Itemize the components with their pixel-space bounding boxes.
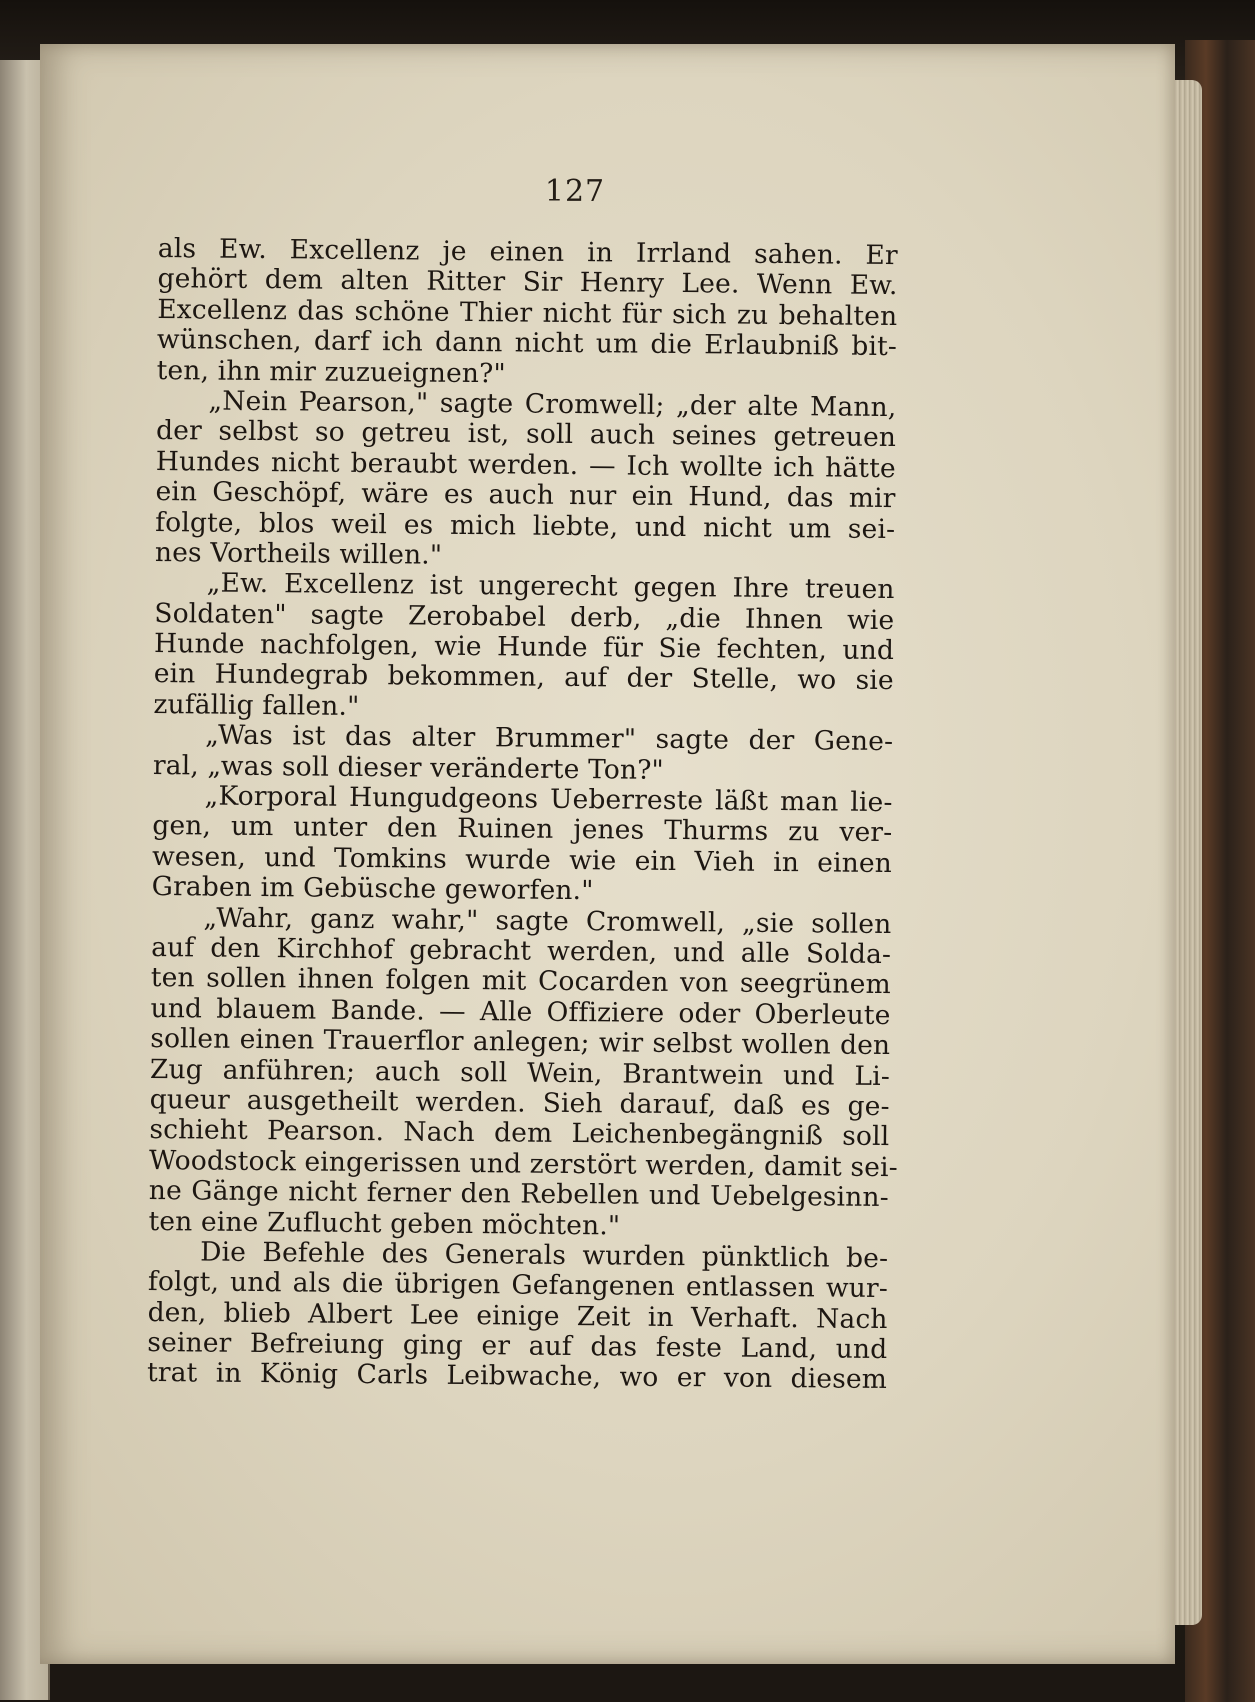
text-line: ten, ihn mir zuzueignen?" <box>156 354 506 389</box>
text-line: seiner Befreiung ging er auf das feste Land, und <box>147 1327 888 1366</box>
page-number: 127 <box>544 174 606 209</box>
text-line: schieht Pearson. Nach dem Leichenbegängniß soll <box>149 1114 890 1153</box>
text-line: Soldaten" sagte Zerobabel derb, „die Ihnen wie <box>154 597 895 636</box>
text-line: nes Vortheils willen." <box>154 536 443 571</box>
text-line: Zug anführen; auch soll Wein, Brantwein und Li- <box>149 1053 891 1092</box>
text-line: „Korporal Hungudgeons Ueberreste läßt man lie- <box>204 780 893 819</box>
text-line: Hundes nicht beraubt werden. — Ich wollte ich hätte <box>155 445 896 484</box>
text-line: ten sollen ihnen folgen mit Cocarden von seegrünem <box>150 962 891 1001</box>
text-line: als Ew. Excellenz je einen in Irrland sahen. Er <box>157 233 898 272</box>
text-line: ein Geschöpf, wäre es auch nur ein Hund, das mir <box>155 476 896 515</box>
body-text <box>147 234 898 1396</box>
text-line: trat in König Carls Leibwache, wo er von diesem <box>146 1357 888 1396</box>
text-line: „Ew. Excellenz ist ungerecht gegen Ihre treuen <box>206 567 895 606</box>
text-line: sollen einen Trauerflor anlegen; wir selbst wollen den <box>150 1023 891 1062</box>
text-line: gehört dem alten Ritter Sir Henry Lee. Wenn Ew. <box>157 263 898 302</box>
text-line: ten eine Zuflucht geben möchten." <box>148 1205 621 1241</box>
text-line: den, blieb Albert Lee einige Zeit in Verhaft. Nach <box>147 1296 888 1335</box>
text-line: Excellenz das schöne Thier nicht für sich zu behalten <box>157 293 898 332</box>
text-line: gen, um unter den Ruinen jenes Thurms zu ver- <box>152 810 893 849</box>
text-line: „Wahr, ganz wahr," sagte Cromwell, „sie sollen <box>203 902 892 940</box>
text-line: „Nein Pearson," sagte Cromwell; „der alte Mann, <box>208 385 897 424</box>
text-line: folgte, blos weil es mich liebte, und nicht um sei- <box>155 506 896 545</box>
text-line: queur ausgetheilt werden. Sieh darauf, daß es ge- <box>149 1083 890 1123</box>
text-line: zufällig fallen." <box>153 688 360 722</box>
text-line: der selbst so getreu ist, soll auch seines getreuen <box>155 415 897 454</box>
text-line: Hunde nachfolgen, wie Hunde für Sie fechten, und <box>153 628 895 667</box>
text-line: ral, „was soll dieser veränderte Ton?" <box>152 749 665 786</box>
text-line: Graben im Gebüsche geworfen." <box>151 871 594 907</box>
text-line: Die Befehle des Generals wurden pünktlich be- <box>200 1236 889 1274</box>
text-line: Woodstock eingerissen und zerstört werden, damit sei- <box>148 1144 898 1183</box>
text-line: folgt, und als die übrigen Gefangenen entlassen wur- <box>147 1266 889 1305</box>
text-line: ne Gänge nicht ferner den Rebellen und Uebelgesinn- <box>148 1175 889 1214</box>
text-line: „Was ist das alter Brummer" sagte der Gene- <box>205 719 894 758</box>
text-line: ein Hundegrab bekommen, auf der Stelle, wo sie <box>153 658 894 697</box>
text-line: auf den Kirchhof gebracht werden, und alle Solda- <box>151 931 892 971</box>
book-page <box>40 44 1175 1664</box>
text-line: wünschen, darf ich dann nicht um die Erlaubniß bit- <box>156 324 898 363</box>
text-line: wesen, und Tomkins wurde wie ein Vieh in einen <box>151 840 893 879</box>
text-line: und blauem Bande. — Alle Offiziere oder Oberleute <box>150 992 891 1031</box>
